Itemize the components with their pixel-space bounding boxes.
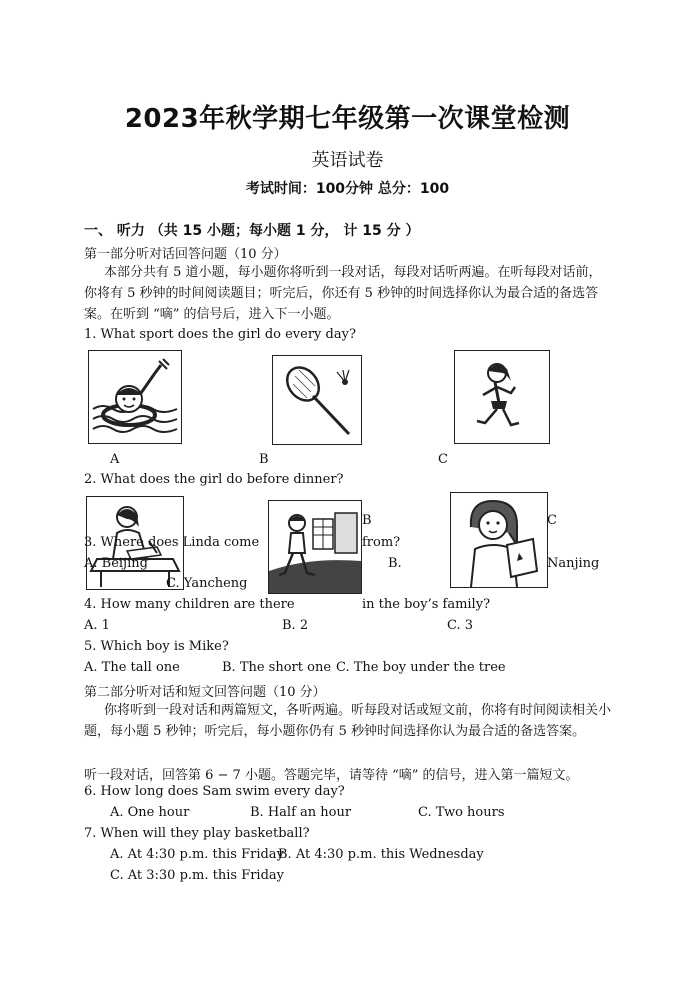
q2-option-b: B [362, 513, 372, 528]
part1-instructions: 本部分共有 5 道小题，每小题你将听到一段对话，每段对话听两遍。在听每段对话前，你将有 5 秒钟的时间阅读题目；听完后，你还有 5 秒钟的时间选择你认为最合适的备选答案。在听到 “嘀” 的信号后，进入下一小题。 [84, 265, 602, 322]
q4-option-c: C. 3 [447, 618, 474, 633]
question-7-text: 7. When will they play basketball? [84, 826, 310, 841]
q5-option-a: A. The tall one [84, 660, 180, 675]
q2-picture-c-reading [450, 492, 548, 588]
dialog-note: 听一段对话，回答第 6 − 7 小题。答题完毕，请等待 “嘀” 的信号，进入第一篇短文。 [84, 768, 579, 783]
question-3-text-start: 3. Where does Linda come [84, 535, 260, 550]
q5-option-c: C. The boy under the tree [336, 660, 506, 675]
q6-option-a: A. One hour [110, 805, 190, 820]
page-subtitle: 英语试卷 [311, 150, 384, 171]
q3-option-a: A. Beijing [84, 556, 148, 571]
q1-option-c: C [438, 452, 448, 467]
page-title: 2023年秋学期七年级第一次课堂检测 [124, 104, 571, 134]
question-1-text: 1. What sport does the girl do every day? [84, 327, 356, 342]
q7-option-b: B. At 4:30 p.m. this Wednesday [278, 847, 484, 862]
question-5-text: 5. Which boy is Mike? [84, 639, 229, 654]
q5-option-b: B. The short one [222, 660, 332, 675]
question-3-text-end: from? [362, 535, 401, 550]
exam-meta: 考试时间：100分钟 总分：100 [245, 181, 450, 197]
section-heading-listening: 一、 听力 （共 15 小题；每小题 1 分， 计 15 分 ） [84, 223, 420, 239]
q1-option-b: B [259, 452, 269, 467]
q2-option-c: C [547, 513, 557, 528]
q3-option-c: C. Yancheng [166, 576, 248, 591]
q1-option-a: A [110, 452, 120, 467]
question-4-text-end: in the boy’s family? [362, 597, 491, 612]
q2-picture-b-walking [268, 500, 362, 594]
q3-option-b: B. [388, 556, 402, 571]
part2-title: 第二部分听对话和短文回答问题（10 分） [84, 685, 326, 700]
q3-option-b-value: Nanjing [547, 556, 600, 571]
question-2-text: 2. What does the girl do before dinner? [84, 472, 344, 487]
q7-option-c: C. At 3:30 p.m. this Friday [110, 868, 285, 883]
q4-option-a: A. 1 [84, 618, 110, 633]
q6-option-c: C. Two hours [418, 805, 505, 820]
q1-picture-c-running [454, 350, 550, 444]
part2-instructions: 你将听到一段对话和两篇短文，各听两遍。听每段对话或短文前，你将有时间阅读相关小题，每小题 5 秒钟；听完后，每小题你仍有 5 秒钟时间选择你认为最合适的备选答案。 [84, 703, 612, 739]
q1-picture-b-badminton [272, 355, 362, 445]
q4-option-b: B. 2 [282, 618, 309, 633]
q6-option-b: B. Half an hour [250, 805, 352, 820]
q7-option-a: A. At 4:30 p.m. this Friday [110, 847, 284, 862]
question-6-text: 6. How long does Sam swim every day? [84, 784, 345, 799]
q1-picture-a-swimming [88, 350, 182, 444]
part1-title: 第一部分听对话回答问题（10 分） [84, 247, 287, 262]
question-4-text-start: 4. How many children are there [84, 597, 295, 612]
